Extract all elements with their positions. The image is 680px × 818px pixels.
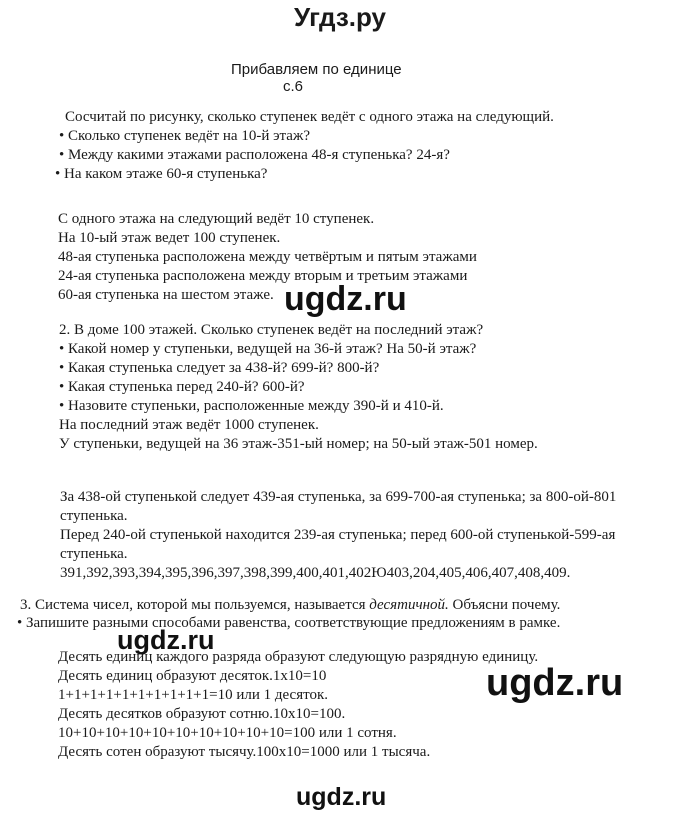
- task2-line: 2. В доме 100 этажей. Сколько ступенек ведёт на последний этаж?: [59, 322, 484, 338]
- task3-line2: • Запишите разными способами равенства, соответствующие предложениям в рамке.: [17, 615, 561, 631]
- task2-line: • Какая ступенька перед 240-й? 600-й?: [59, 379, 305, 395]
- answer-line: ступенька.: [60, 508, 128, 524]
- task2-questions: [59, 321, 538, 454]
- answer-line: Десять единиц каждого разряда образуют следующую разрядную единицу.: [58, 649, 539, 665]
- answer-line: На 10-ый этаж ведет 100 ступенек.: [58, 230, 281, 246]
- task1-question: • Между какими этажами расположена 48-я ступенька? 24-я?: [59, 147, 450, 163]
- answer-line: Десять сотен образуют тысячу.100x10=1000 или 1 тысяча.: [58, 744, 431, 760]
- answer-line: 60-ая ступенька на шестом этаже.: [58, 287, 274, 303]
- answer-line: 10+10+10+10+10+10+10+10+10+10=100 или 1 сотня.: [58, 725, 397, 741]
- answer-line: 1+1+1+1+1+1+1+1+1+1=10 или 1 десяток.: [58, 687, 328, 703]
- doc-title: Прибавляем по единице: [231, 61, 402, 78]
- answer-line: Перед 240-ой ступенькой находится 239-ая ступенька; перед 600-ой ступенькой-599-ая: [60, 527, 616, 543]
- watermark-logo: ugdz.ru: [486, 662, 624, 704]
- task3-text: 3. Система чисел, которой мы пользуемся, называется: [20, 597, 370, 613]
- answer-line: 391,392,393,394,395,396,397,398,399,400,401,402Ю403,204,405,406,407,408,409.: [60, 565, 571, 581]
- watermark-logo: ugdz.ru: [296, 783, 387, 811]
- task3-answers: [58, 648, 538, 762]
- answer-line: Десять десятков образуют сотню.10x10=100.: [58, 706, 346, 722]
- task3-line1: [20, 596, 560, 615]
- task1-question: • На каком этаже 60-я ступенька?: [55, 166, 268, 182]
- task2-line: • Какая ступенька следует за 438-й? 699-й? 800-й?: [59, 360, 380, 376]
- site-header-title: Угдз.ру: [294, 2, 386, 32]
- doc-page-number: с.6: [283, 78, 304, 95]
- task3-italic-term: десятичной.: [369, 597, 449, 613]
- task1-intro: Сосчитай по рисунку, сколько ступенек ведёт с одного этажа на следующий.: [65, 109, 554, 125]
- task3-text: Объясни почему.: [448, 597, 561, 613]
- task2-answers: [60, 488, 616, 583]
- answer-line: С одного этажа на следующий ведёт 10 ступенек.: [58, 211, 375, 227]
- answer-line: За 438-ой ступенькой следует 439-ая ступенька, за 699-700-ая ступенька; за 800-ой-801: [60, 489, 617, 505]
- watermark-logo: ugdz.ru: [284, 280, 407, 318]
- task1-answers: [58, 210, 477, 305]
- answer-line: Десять единиц образуют десяток.1x10=10: [58, 668, 327, 684]
- task2-line: У ступеньки, ведущей на 36 этаж-351-ый номер; на 50-ый этаж-501 номер.: [59, 436, 538, 452]
- task2-line: • Какой номер у ступеньки, ведущей на 36-й этаж? На 50-й этаж?: [59, 341, 477, 357]
- task1-question: • Сколько ступенек ведёт на 10-й этаж?: [59, 128, 310, 144]
- watermark-logo: ugdz.ru: [117, 625, 215, 655]
- task2-line: На последний этаж ведёт 1000 ступенек.: [59, 417, 319, 433]
- task2-line: • Назовите ступеньки, расположенные между 390-й и 410-й.: [59, 398, 444, 414]
- answer-line: 48-ая ступенька расположена между четвёртым и пятым этажами: [58, 249, 477, 265]
- answer-line: ступенька.: [60, 546, 128, 562]
- answer-line: 24-ая ступенька расположена между вторым и третьим этажами: [58, 268, 468, 284]
